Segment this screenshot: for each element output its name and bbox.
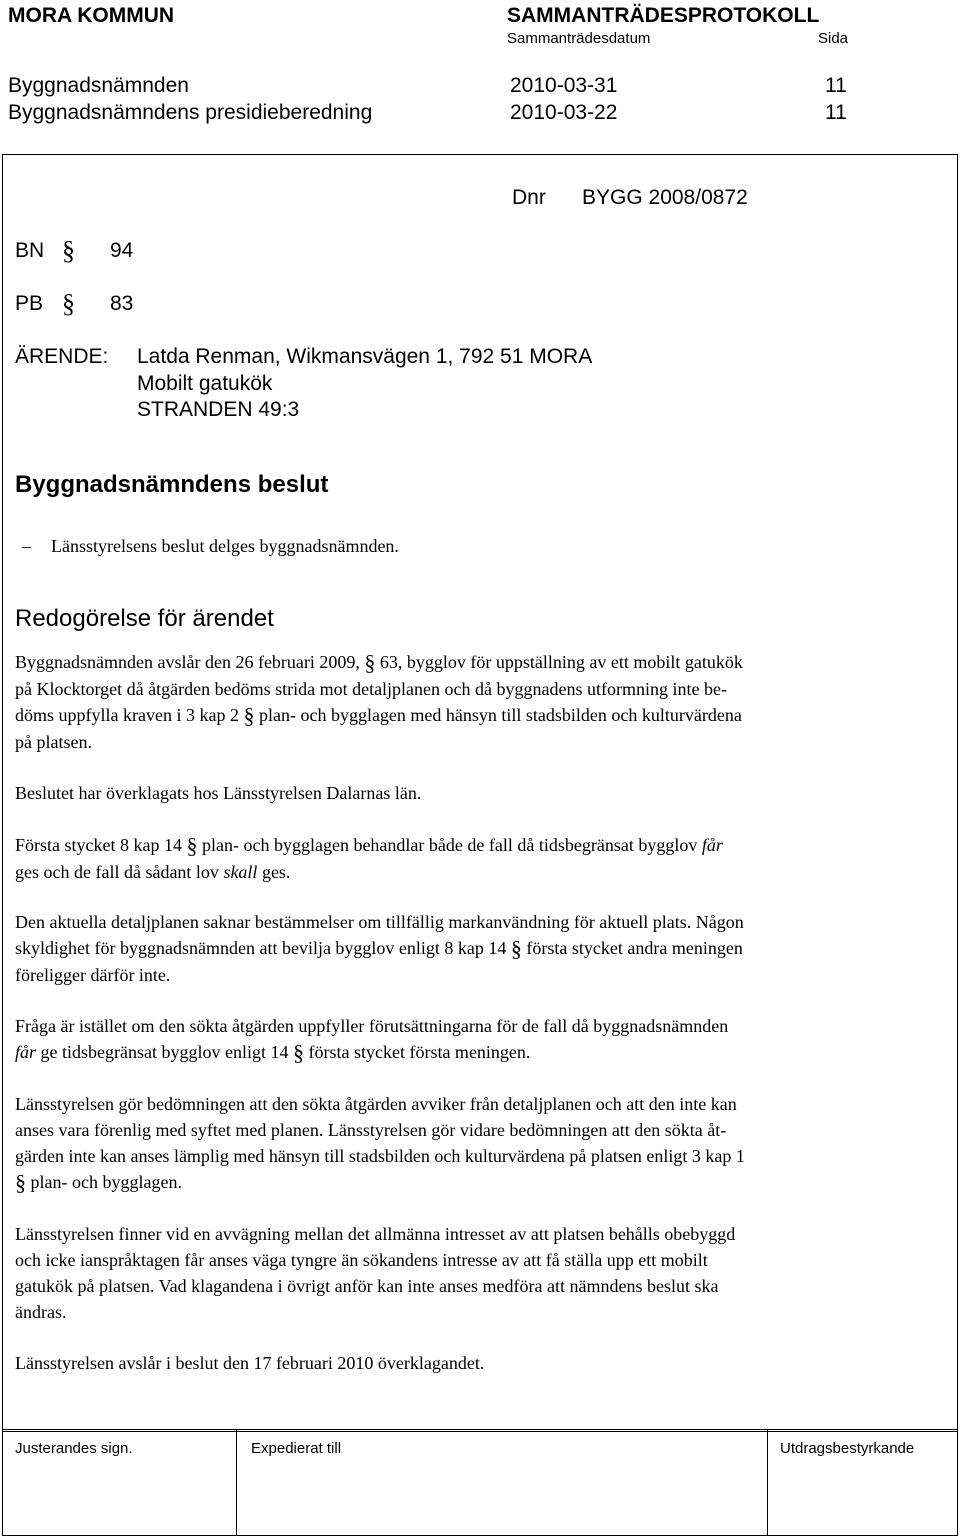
emphasis-text: får [701,835,723,855]
dnr-label: Dnr [512,186,546,209]
report-paragraph-1 [15,649,915,755]
bullet-dash: – [22,536,31,556]
text-line: och icke ianspråktagen får anses väga tyngre än sökandens intresse av att få ställa upp ett mobilt [15,1250,708,1270]
paragraph-symbol-icon: § [364,650,376,675]
paragraph-symbol-icon: § [186,833,198,858]
emphasis-text: skall [223,862,258,882]
footer-utdragsbestyrkande: Utdragsbestyrkande [780,1440,915,1457]
page-label: Sida [818,30,849,47]
presidium-name: Byggnadsnämndens presidieberedning [8,101,373,124]
text-span: 63, bygglov för uppställning av ett mobilt gatukök [379,652,743,672]
text-span: skyldighet för byggnadsnämnden att bevilja bygglov enligt 8 kap 14 [15,938,507,958]
text-line [15,859,915,885]
report-paragraph-7 [15,1221,915,1325]
text-line [15,1169,915,1196]
report-paragraph-8 [15,1350,915,1376]
dnr-value: BYGG 2008/0872 [582,186,748,209]
text-line: ändras. [15,1302,67,1322]
arende-property: STRANDEN 49:3 [137,398,300,421]
paragraph-symbol-icon: § [62,289,75,318]
report-paragraph-6 [15,1091,915,1196]
bn-paragraph-number: 94 [110,239,134,262]
arende-applicant: Latda Renman, Wikmansvägen 1, 792 51 MORA [137,345,593,368]
text-span: Byggnadsnämnden avslår den 26 februari 2009, [15,652,360,672]
committee-meeting-date: 2010-03-31 [510,74,618,97]
text-span: första stycket första meningen. [308,1042,531,1062]
decision-item: Länsstyrelsens beslut delges byggnadsnämnden. [51,536,399,556]
text-line: gärden inte kan anses lämplig med hänsyn till stadsbilden och kulturvärdena på platsen enligt 3 kap 1 [15,1146,745,1166]
report-paragraph-4 [15,909,915,988]
text-line [15,935,915,962]
paragraph-symbol-icon: § [292,1040,304,1065]
text-span: Första stycket 8 kap 14 [15,835,182,855]
text-line [15,832,915,859]
text-line [15,1039,915,1066]
presidium-meeting-date: 2010-03-22 [510,101,618,124]
paragraph-symbol-icon: § [510,936,522,961]
text-span: döms uppfylla kraven i 3 kap 2 [15,705,239,725]
organization-name: MORA KOMMUN [8,4,175,27]
text-span: plan- och bygglagen. [30,1172,182,1192]
committee-page-number: 11 [825,74,847,97]
report-heading: Redogörelse för ärendet [15,605,274,632]
arende-label: ÄRENDE: [15,345,109,368]
text-span: ge tidsbegränsat bygglov enligt 14 [40,1042,289,1062]
text-line: på Klocktorget då åtgärden bedöms strida mot detaljplanen och då byggnadens utformning inte be- [15,679,727,699]
presidium-page-number: 11 [825,101,847,124]
footer-divider [767,1430,768,1535]
footer-divider [236,1430,237,1535]
footer-justerandes-sign: Justerandes sign. [15,1440,133,1457]
text-span: första stycket andra meningen [526,938,743,958]
meeting-date-label: Sammanträdesdatum [507,30,651,47]
bn-label: BN [15,239,45,262]
text-line: anses vara förenlig med syftet med planen. Länsstyrelsen gör vidare bedömningen att den sökta åt- [15,1120,727,1140]
text-line: Länsstyrelsen finner vid en avvägning mellan det allmänna intresset av att platsen behålls obebyggd [15,1224,736,1244]
report-paragraph-3 [15,832,915,885]
decision-heading: Byggnadsnämndens beslut [15,471,329,498]
text-span: plan- och bygglagen behandlar både de fall då tidsbegränsat bygglov [201,835,698,855]
pb-paragraph-number: 83 [110,292,134,315]
text-span: ges och de fall då sådant lov [15,862,219,882]
paragraph-symbol-icon: § [15,1170,26,1195]
text-line: gatukök på platsen. Vad klagandena i övrigt anför kan inte anses medföra att nämndens beslut ska [15,1276,719,1296]
document-type: SAMMANTRÄDESPROTOKOLL [507,4,820,27]
text-line: Den aktuella detaljplanen saknar bestämmelser om tillfällig markanvändning för aktuell plats. Någon [15,912,744,932]
emphasis-text: får [15,1042,37,1062]
text-line: föreligger därför inte. [15,965,171,985]
text-line: Fråga är istället om den sökta åtgärden uppfyller förutsättningarna för de fall då byggnadsnämnden [15,1016,729,1036]
text-line: Länsstyrelsen avslår i beslut den 17 februari 2010 överklagandet. [15,1353,485,1373]
text-span: plan- och bygglagen med hänsyn till stadsbilden och kulturvärdena [258,705,742,725]
arende-subject: Mobilt gatukök [137,372,273,395]
report-paragraph-5 [15,1013,915,1066]
committee-name: Byggnadsnämnden [8,74,189,97]
footer-expedierat-till: Expedierat till [251,1440,342,1457]
text-line [15,702,915,729]
text-line: på platsen. [15,732,92,752]
text-line [15,649,915,676]
text-line: Länsstyrelsen gör bedömningen att den sökta åtgärden avviker från detaljplanen och att den inte kan [15,1094,737,1114]
paragraph-symbol-icon: § [62,236,75,265]
text-line: Beslutet har överklagats hos Länsstyrelsen Dalarnas län. [15,783,422,803]
text-span: ges. [261,862,291,882]
pb-label: PB [15,292,44,315]
report-paragraph-2 [15,780,915,806]
paragraph-symbol-icon: § [243,703,255,728]
